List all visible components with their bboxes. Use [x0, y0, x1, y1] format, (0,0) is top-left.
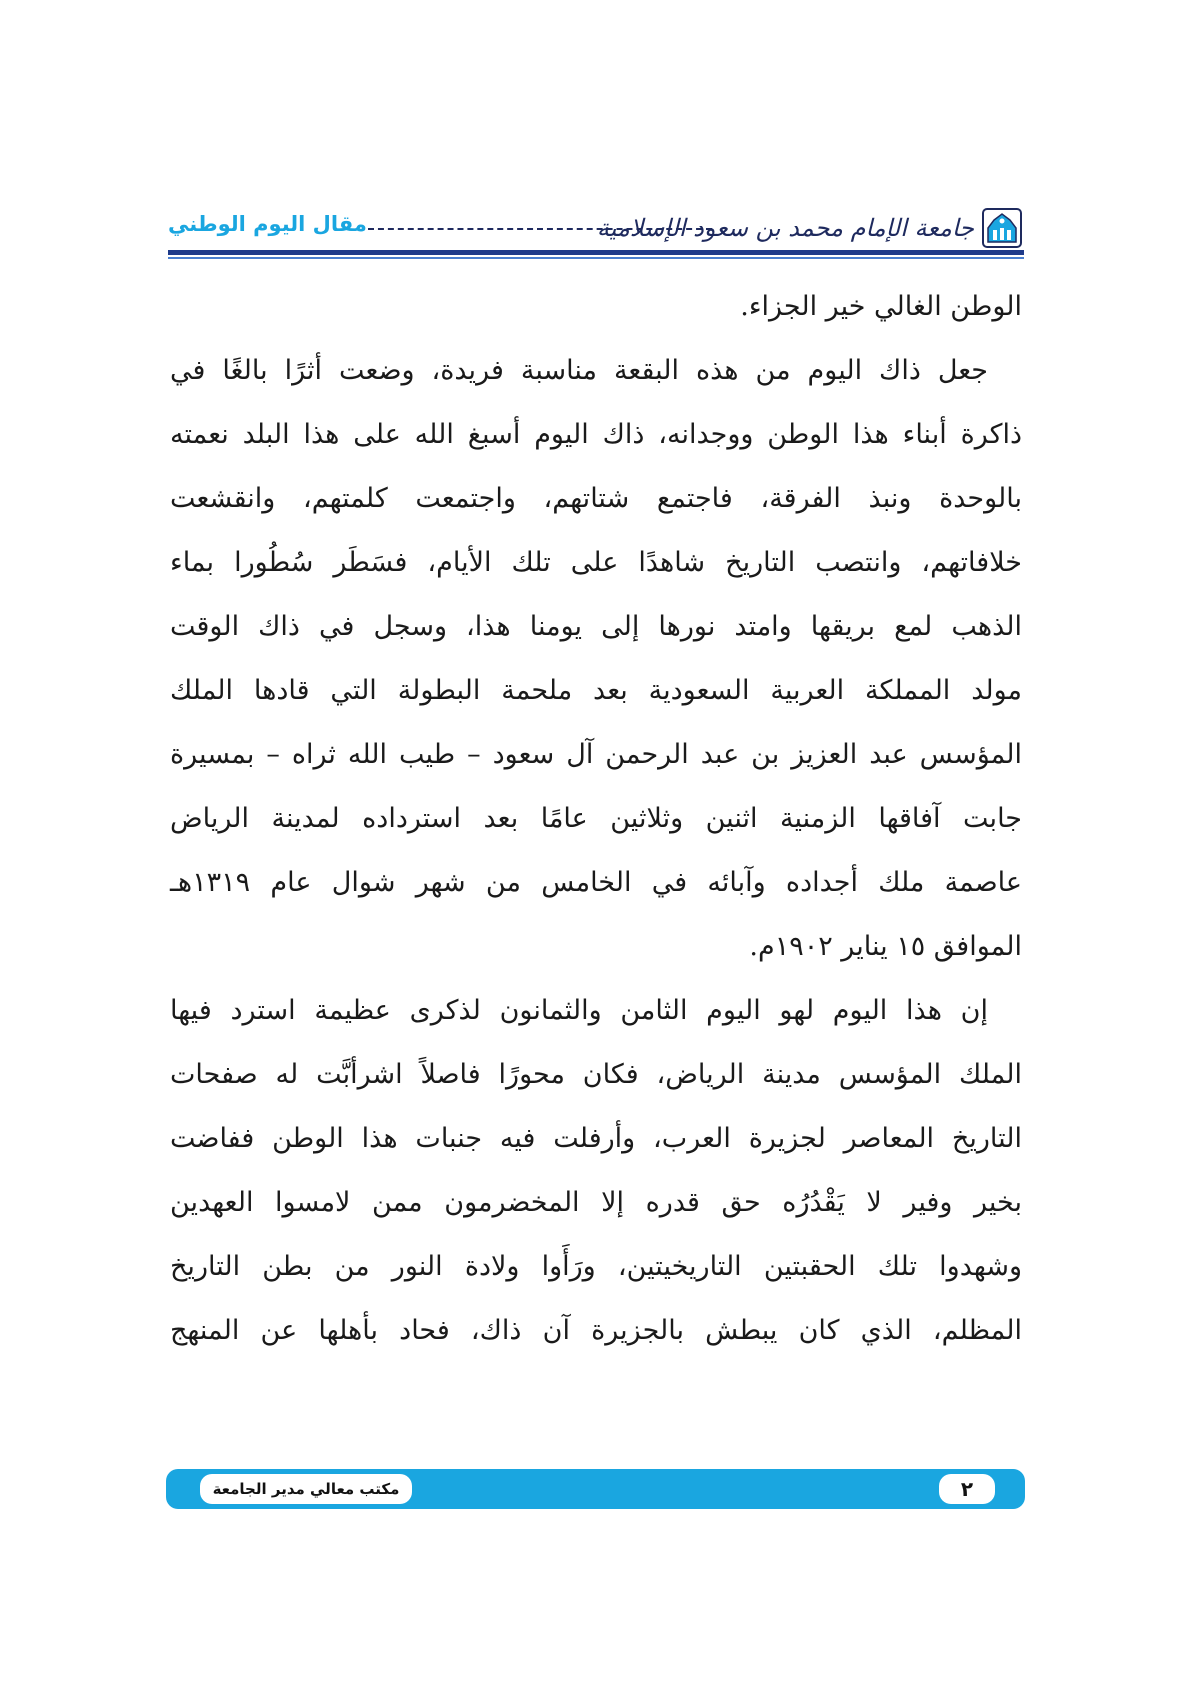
university-emblem-icon: [980, 206, 1024, 250]
article-title: مقال اليوم الوطني: [168, 212, 367, 236]
article-body: [170, 275, 1022, 1363]
text-line: بخير وفير لا يَقْدُرُه حق قدره إلا المخضرمون ممن لامسوا العهدين: [170, 1187, 1022, 1218]
text-line: خلافاتهم، وانتصب التاريخ شاهدًا على تلك الأيام، فسَطَر سُطُورا بماء: [170, 547, 1022, 578]
header-dashed-divider: [368, 228, 712, 230]
text-line: جعل ذاك اليوم من هذه البقعة مناسبة فريدة، وضعت أثرًا بالغًا في: [170, 355, 988, 386]
text-line: الموافق ١٥ يناير ١٩٠٢م.: [749, 931, 1022, 962]
text-line: التاريخ المعاصر لجزيرة العرب، وأرفلت فيه جنبات هذا الوطن ففاضت: [170, 1123, 1022, 1154]
text-line: ذاكرة أبناء هذا الوطن ووجدانه، ذاك اليوم أسبغ الله على هذا البلد نعمته: [170, 419, 1022, 450]
text-line: عاصمة ملك أجداده وآبائه في الخامس من شهر شوال عام ١٣١٩هـ: [170, 867, 1022, 898]
header-rule-thin: [168, 257, 1024, 259]
text-line: المؤسس عبد العزيز بن عبد الرحمن آل سعود – طيب الله ثراه – بمسيرة: [170, 739, 1022, 770]
text-line: الوطن الغالي خير الجزاء.: [740, 291, 1022, 322]
header-rule: [168, 250, 1024, 255]
text-line: الذهب لمع بريقها وامتد نورها إلى يومنا هذا، وسجل في ذاك الوقت: [170, 611, 1022, 642]
text-line: الملك المؤسس مدينة الرياض، فكان محورًا فاصلاً اشرأبَّت له صفحات: [170, 1059, 1022, 1090]
office-label: مكتب معالي مدير الجامعة: [200, 1474, 412, 1504]
text-line: إن هذا اليوم لهو اليوم الثامن والثمانون لذكرى عظيمة استرد فيها: [170, 995, 988, 1026]
page-footer: [166, 1469, 1025, 1509]
university-logo: [596, 206, 1024, 250]
text-line: وشهدوا تلك الحقبتين التاريخيتين، ورَأَوا ولادة النور من بطن التاريخ: [170, 1251, 1022, 1282]
text-line: جابت آفاقها الزمنية اثنين وثلاثين عامًا بعد استرداده لمدينة الرياض: [170, 803, 1022, 834]
text-line: بالوحدة ونبذ الفرقة، فاجتمع شتاتهم، واجتمعت كلمتهم، وانقشعت: [170, 483, 1022, 514]
text-line: المظلم، الذي كان يبطش بالجزيرة آن ذاك، فحاد بأهلها عن المنهج: [170, 1315, 1022, 1346]
page-number: ٢: [939, 1474, 995, 1504]
university-name: جامعة الإمام محمد بن سعود الإسلامية: [596, 214, 974, 242]
page-header: [168, 200, 1024, 258]
text-line: مولد المملكة العربية السعودية بعد ملحمة البطولة التي قادها الملك: [170, 675, 1022, 706]
